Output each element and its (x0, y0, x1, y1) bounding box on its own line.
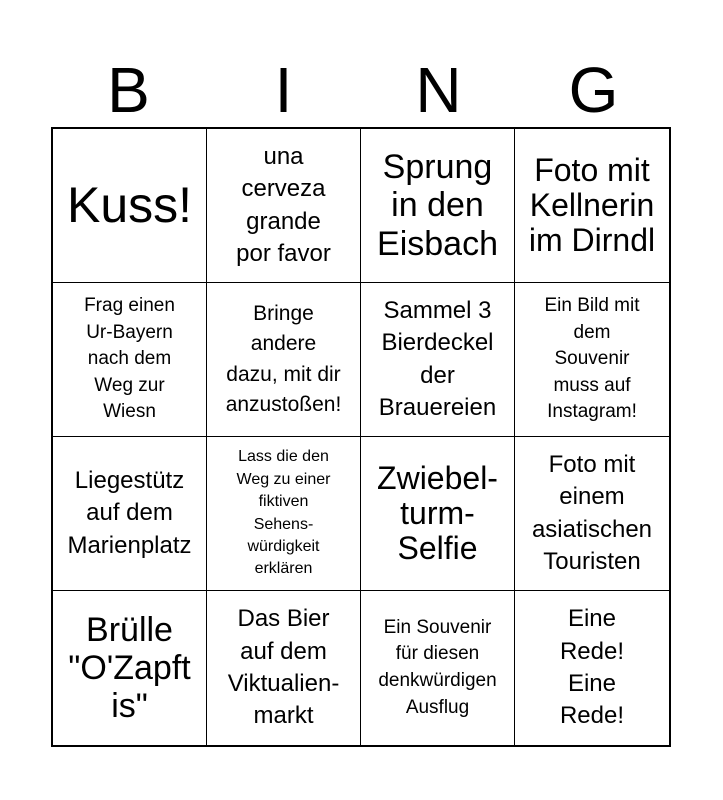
bingo-cell-2-1[interactable] (53, 283, 207, 437)
header-letter-b: B (107, 54, 150, 126)
header-letter-n: N (415, 54, 462, 126)
cell-label: una cerveza grande por favor (236, 142, 331, 267)
bingo-board (51, 127, 671, 747)
bingo-cell-2-4[interactable] (515, 283, 669, 437)
cell-label: Ein Bild mit dem Souvenir muss auf Instagram! (544, 295, 640, 423)
bingo-cell-4-4[interactable] (515, 591, 669, 745)
bingo-header (51, 52, 671, 128)
bingo-cell-1-2[interactable] (207, 129, 361, 283)
cell-label: Eine Rede! Eine Rede! (559, 605, 625, 730)
cell-label: Sammel 3 Bierdeckel der Brauereien (378, 296, 497, 421)
bingo-cell-3-1[interactable] (53, 437, 207, 591)
header-letter-i: I (274, 54, 293, 126)
header-letter-g: G (568, 54, 619, 126)
bingo-cell-4-3[interactable] (361, 591, 515, 745)
cell-label: Ein Souvenir für diesen denkwürdigen Ausflug (378, 616, 497, 718)
bingo-cell-3-3[interactable] (361, 437, 515, 591)
cell-label: Sprung in den Eisbach (377, 148, 498, 263)
bingo-cell-1-1[interactable] (53, 129, 207, 283)
cell-label: Das Bier auf dem Viktualien- markt (227, 605, 340, 730)
cell-label: Lass die den Weg zu einer fiktiven Sehens- würdigkeit erklären (236, 448, 331, 578)
cell-label: Frag einen Ur-Bayern nach dem Weg zur Wiesn (84, 295, 175, 423)
cell-label: Liegestütz auf dem Marienplatz (67, 466, 192, 559)
bingo-cell-3-2[interactable] (207, 437, 361, 591)
bingo-cell-4-1[interactable] (53, 591, 207, 745)
bingo-cell-1-4[interactable] (515, 129, 669, 283)
cell-label: Brülle "O'Zapft is" (68, 610, 191, 726)
cell-label: Zwiebel- turm- Selfie (377, 459, 498, 567)
bingo-cell-4-2[interactable] (207, 591, 361, 745)
cell-label: Kuss! (66, 177, 193, 234)
cell-label: Foto mit Kellnerin im Dirndl (528, 151, 656, 259)
bingo-cell-1-3[interactable] (361, 129, 515, 283)
cell-label: Bringe andere dazu, mit dir anzustoßen! (225, 301, 342, 416)
bingo-cell-3-4[interactable] (515, 437, 669, 591)
cell-label: Foto mit einem asiatischen Touristen (531, 450, 653, 575)
bingo-cell-2-2[interactable] (207, 283, 361, 437)
bingo-cell-2-3[interactable] (361, 283, 515, 437)
